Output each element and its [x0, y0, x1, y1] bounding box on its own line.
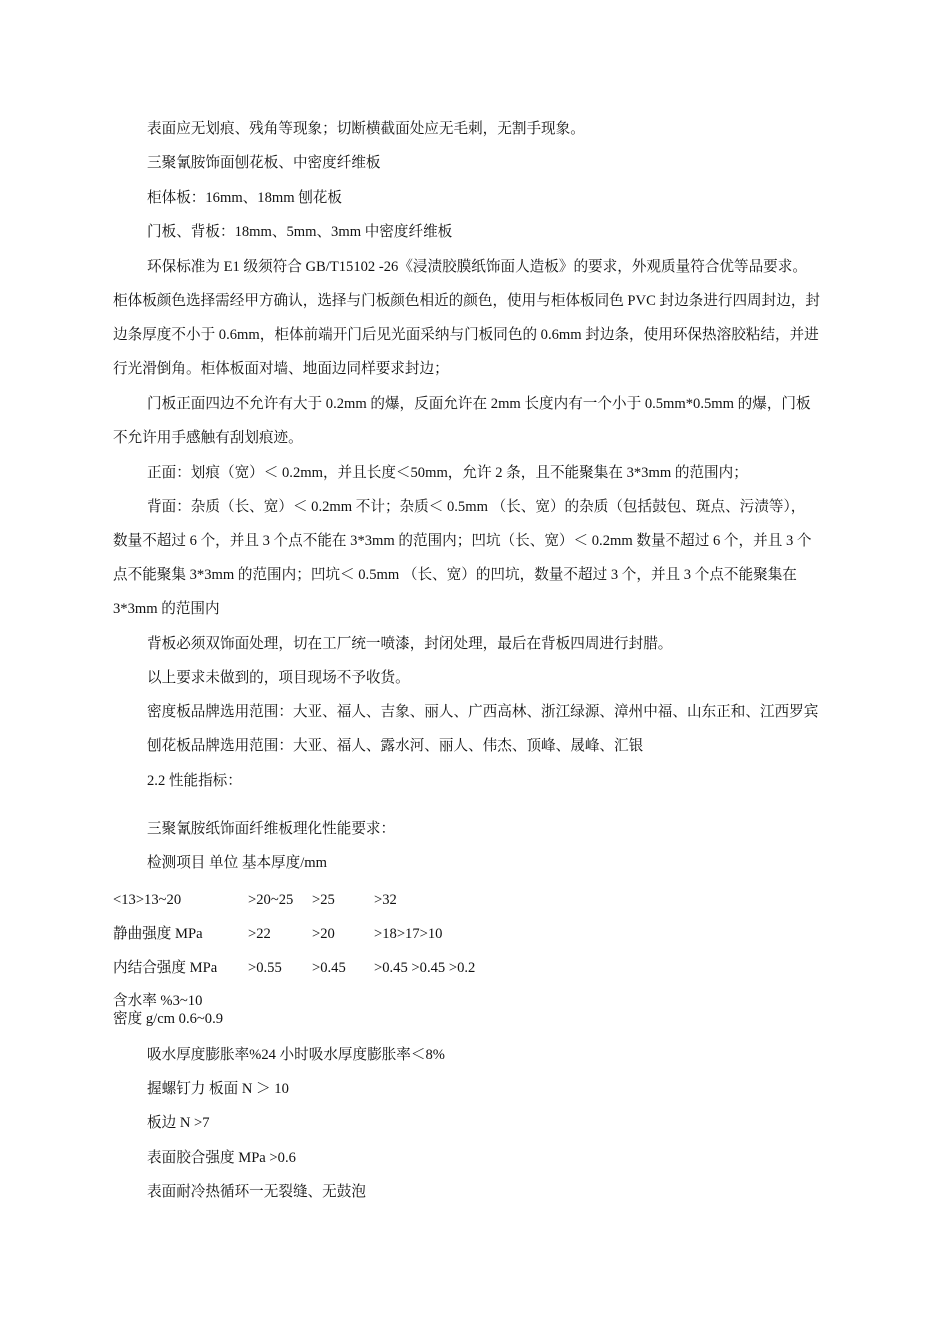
text-line: 3*3mm 的范围内 [113, 601, 220, 617]
text-line: 表面胶合强度 MPa >0.6 [147, 1150, 296, 1166]
table-cell: >0.45 [312, 960, 346, 976]
text-line: 门板、背板：18mm、5mm、3mm 中密度纤维板 [147, 224, 453, 240]
text-line: 正面：划痕（宽）＜ 0.2mm，并且长度＜50mm，允许 2 条，且不能聚集在 3*3mm 的范围内； [147, 465, 748, 481]
text-line: 不允许用手感触有刮划痕迹。 [113, 430, 303, 446]
text-line: 三聚氰胺纸饰面纤维板理化性能要求： [147, 821, 396, 837]
table-cell: >32 [374, 892, 397, 908]
table-cell: <13>13~20 [113, 892, 182, 908]
table-cell: 静曲强度 MPa [113, 926, 203, 942]
table-cell: >18>17>10 [374, 926, 443, 942]
text-line: 柜体板颜色选择需经甲方确认，选择与门板颜色相近的颜色，使用与柜体板同色 PVC 封边条进行四周封边，封 [113, 293, 821, 309]
text-line: 板边 N >7 [147, 1115, 210, 1131]
table-cell: >22 [248, 926, 271, 942]
section-heading: 2.2 性能指标： [147, 773, 242, 789]
text-line: 环保标准为 E1 级须符合 GB/T15102 -26《浸渍胶膜纸饰面人造板》的要求，外观质量符合优等品要求。 [147, 259, 807, 275]
table-cell: >20~25 [248, 892, 294, 908]
text-line: 含水率 %3~10 [113, 993, 203, 1009]
table-cell: >0.45 >0.45 >0.2 [374, 960, 476, 976]
text-line: 以上要求未做到的，项目现场不予收货。 [147, 670, 410, 686]
text-line: 吸水厚度膨胀率%24 小时吸水厚度膨胀率＜8% [147, 1047, 445, 1063]
text-line: 表面应无划痕、残角等现象；切断横截面处应无毛刺，无割手现象。 [147, 121, 585, 137]
table-cell: >20 [312, 926, 335, 942]
table-cell: >0.55 [248, 960, 282, 976]
table-header-line: 检测项目 单位 基本厚度/mm [147, 855, 327, 871]
text-line: 密度板品牌选用范围：大亚、福人、吉象、丽人、广西高林、浙江绿源、漳州中福、山东正和、江西罗宾 [147, 704, 819, 720]
text-line: 边条厚度不小于 0.6mm，柜体前端开门后见光面采纳与门板同色的 0.6mm 封边条，使用环保热溶胶粘结，并进 [113, 327, 819, 343]
text-line: 密度 g/cm 0.6~0.9 [113, 1011, 224, 1027]
text-line: 三聚氰胺饰面刨花板、中密度纤维板 [147, 155, 381, 171]
text-line: 行光滑倒角。柜体板面对墙、地面边同样要求封边； [113, 361, 449, 377]
text-line: 柜体板：16mm、18mm 刨花板 [147, 190, 342, 206]
text-line: 点不能聚集 3*3mm 的范围内；凹坑＜ 0.5mm （长、宽）的凹坑，数量不超过 3 个，并且 3 个点不能聚集在 [113, 567, 797, 583]
text-line: 数量不超过 6 个，并且 3 个点不能在 3*3mm 的范围内；凹坑（长、宽）＜ 0.2mm 数量不超过 6 个，并且 3 个 [113, 533, 812, 549]
text-line: 握螺钉力 板面 N ＞ 10 [147, 1081, 289, 1097]
text-line: 表面耐冷热循环一无裂缝、无鼓泡 [147, 1184, 366, 1200]
text-line: 门板正面四边不允许有大于 0.2mm 的爆，反面允许在 2mm 长度内有一个小于 0.5mm*0.5mm 的爆，门板 [147, 396, 811, 412]
table-cell: 内结合强度 MPa [113, 960, 218, 976]
text-line: 背板必须双饰面处理，切在工厂统一喷漆，封闭处理，最后在背板四周进行封腊。 [147, 636, 673, 652]
text-line: 刨花板品牌选用范围：大亚、福人、露水河、丽人、伟杰、顶峰、晟峰、汇银 [147, 738, 644, 754]
table-cell: >25 [312, 892, 335, 908]
text-line: 背面：杂质（长、宽）＜ 0.2mm 不计；杂质＜ 0.5mm （长、宽）的杂质（包括鼓包、斑点、污渍等）， [147, 499, 806, 515]
